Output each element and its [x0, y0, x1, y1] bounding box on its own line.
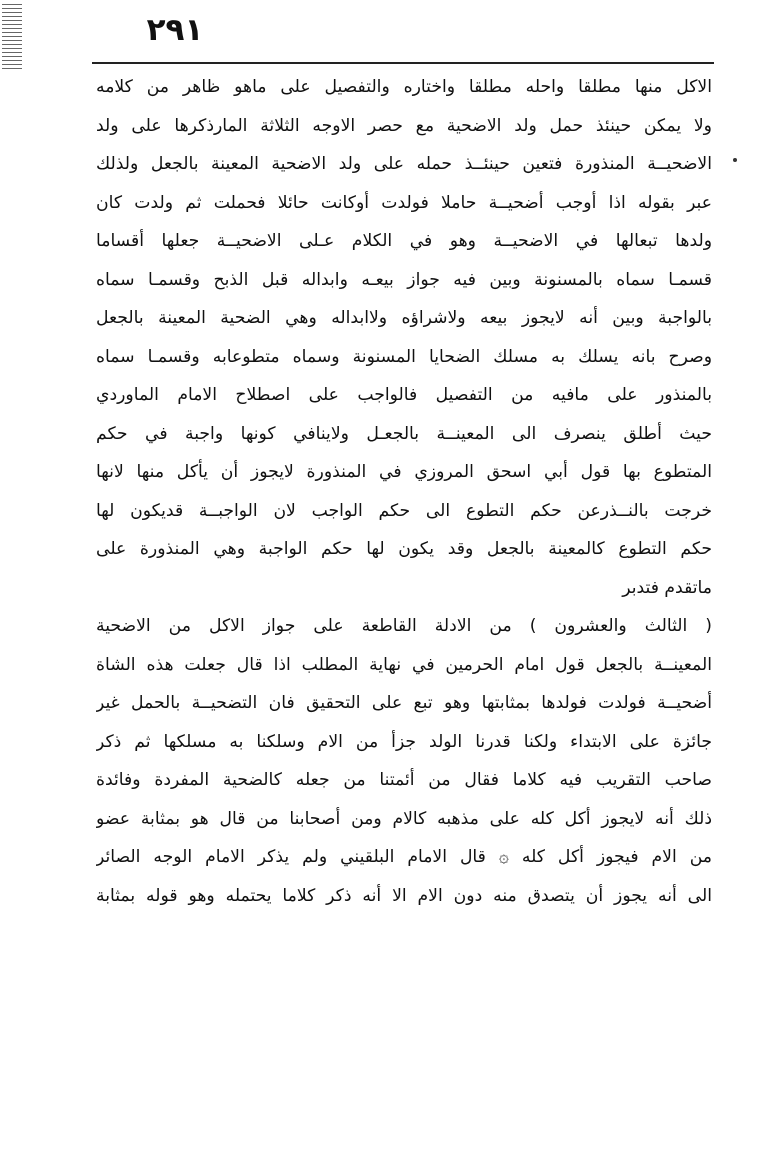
- text-line: جائزة على الابتداء ولكنا قدرنا الولد جزأ من الام وسلكنا به مسلكها ثم ذكر: [96, 731, 712, 752]
- header-rule: [92, 62, 714, 64]
- text-line: صاحب التقريب فيه كلاما فقال من أئمتنا من جعله كالضحية المفردة وفائدة: [96, 770, 712, 790]
- text-line: ولدها تبعالها في الاضحيــة وهو في الكلام عـلى الاضحيــة جعلها أقساما: [96, 231, 712, 251]
- text-line: الى أنه يجوز أن يتصدق منه دون الام الا أنه ذكر كلاما يحتمله وهو قوله بمثابة: [96, 885, 712, 906]
- section-heading-line: ( الثالث والعشرون ) من الادلة القاطعة على جواز الاكل من الاضحية: [96, 616, 712, 636]
- text-line: حكم التطوع كالمعينة بالجعل وقد يكون لها حكم الواجبة وهي المنذورة على: [96, 539, 712, 559]
- text-line: قسمـا سماه بالمسنونة وبين فيه جواز بيعـه وابداله قبل الذبح وقسمـا سماه: [96, 269, 712, 290]
- body-text: [96, 68, 712, 915]
- text-line: بالواجبة وبين أنه لايجوز بيعه ولاشراؤه ولاابداله وهي الضحية المعينة بالجعل: [96, 308, 712, 328]
- text-line: من الام فيجوز أكل كله ۞ قال الامام البلقيني ولم يذكر الامام الوجه الصائر: [96, 847, 712, 867]
- text-line: المعينــة بالجعل قول امام الحرمين في نهاية المطلب اذا قال جعلت هذه الشاة: [96, 654, 712, 675]
- page-edge-binding-mark: [2, 4, 22, 70]
- text-line: وصرح بانه يسلك به مسلك الضحايا المسنونة وسماه متطوعابه وقسمـا سماه: [96, 346, 712, 367]
- text-line: ماتقدم فتدبر: [622, 577, 712, 598]
- text-line: ذلك أنه لايجوز أكل كله على مذهبه كالام ومن أصحابنا من قال هو بمثابة عضو: [96, 808, 712, 829]
- text-line: خرجت بالنــذرعن حكم التطوع الى حكم الواجب لان الواجبــة قديكون لها: [96, 500, 712, 521]
- text-line: المتطوع بها قول أبي اسحق المروزي في المنذورة لايجوز أن يأكل منها لانها: [96, 462, 712, 482]
- text-line: الاكل منها مطلقا واحله مطلقا واختاره والتفصيل على ماهو ظاهر من كلامه: [96, 77, 712, 97]
- text-line: حيث أطلق ينصرف الى المعينــة بالجعـل ولاينافي كونها واجبة في حكم: [96, 423, 712, 444]
- text-line: ولا يمكن حينئذ حمل ولد الاضحية مع حصر الاوجه الثلاثة المارذكرها على ولد: [96, 115, 712, 136]
- text-line: عبر بقوله اذا أوجب أضحيــة حاملا فولدت أوكانت حائلا فحملت ثم ولدت كان: [96, 192, 712, 213]
- text-line: الاضحيــة المنذورة فتعين حينئــذ حمله على ولد الاضحية المعينة بالجعل ولذلك: [96, 154, 712, 174]
- text-line: بالمنذور على مافيه من التفصيل فالواجب على اصطلاح الامام الماوردي: [96, 385, 712, 405]
- text-line: أضحيــة فولدت فولدها بمثابتها وهو تبع على التحقيق فان التضحيــة بالحمل غير: [96, 693, 712, 713]
- page-number: ٢٩١: [146, 12, 204, 48]
- margin-dot: [733, 158, 737, 162]
